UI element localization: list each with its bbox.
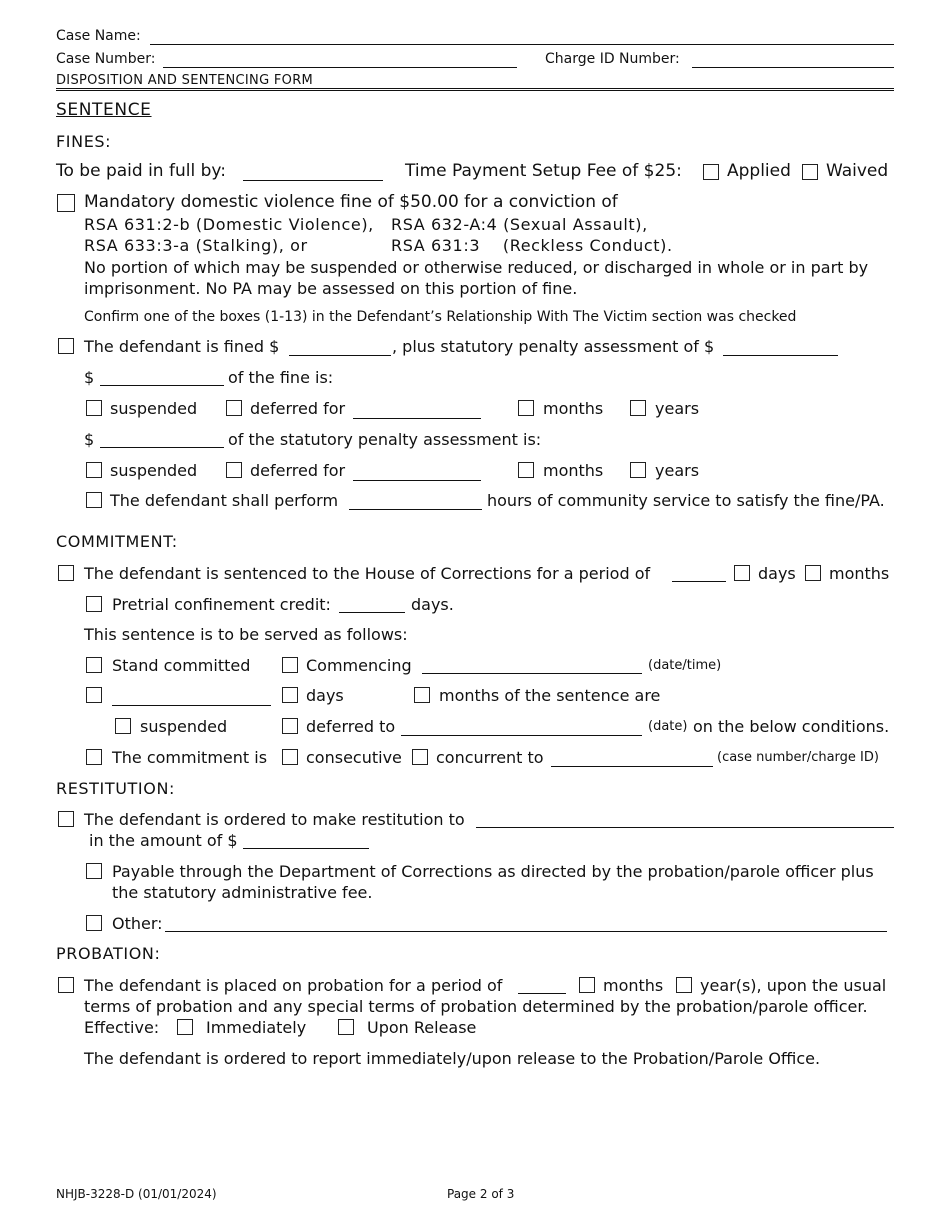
other-checkbox[interactable] [86,915,102,931]
report-text: The defendant is ordered to report immediately/upon release to the Probation/Parole Office. [84,1049,821,1068]
portion-months-label: months of the sentence are [439,686,661,705]
commencing-checkbox[interactable] [282,657,298,673]
portion-checkbox[interactable] [86,687,102,703]
probation-months-label: months [603,976,664,995]
fine-deferred-checkbox[interactable] [226,400,242,416]
probation-years-checkbox[interactable] [676,977,692,993]
portion-suspended-label: suspended [140,717,228,736]
page-number: Page 2 of 3 [447,1187,515,1201]
concurrent-label: concurrent to [436,748,544,767]
applied-checkbox[interactable] [703,164,719,180]
fine-suspended-label: suspended [110,399,198,418]
pretrial-checkbox[interactable] [86,596,102,612]
fine-deferred-field[interactable] [353,418,481,419]
case-name-label: Case Name: [56,28,141,44]
date-time-hint: (date/time) [648,658,722,673]
restitution-label: The defendant is ordered to make restitution to [84,810,465,829]
no-portion-line2: imprisonment. No PA may be assessed on this portion of fine. [84,279,578,298]
rsa-reckless: RSA 631:3 (Reckless Conduct). [391,236,673,255]
fine-amount-field[interactable] [289,355,391,356]
form-title: DISPOSITION AND SENTENCING FORM [56,73,314,88]
community-hours-field[interactable] [349,509,482,510]
probation-years-label: year(s), upon the usual [700,976,887,995]
case-number-label: Case Number: [56,51,156,67]
portion-deferred-label: deferred to [306,717,396,736]
commitment-heading: COMMITMENT: [56,532,178,551]
title-rule [56,88,894,89]
hoc-months-label: months [829,564,890,583]
restitution-payee-field[interactable] [476,827,894,828]
pa-years-label: years [655,461,700,480]
rsa-stalking: RSA 633:3-a (Stalking), or [84,236,308,255]
stand-committed-label: Stand committed [112,656,251,675]
hoc-label: The defendant is sentenced to the House of Corrections for a period of [84,564,651,583]
pa-portion-field[interactable] [100,447,224,448]
other-field[interactable] [165,931,887,932]
other-label: Other: [112,914,163,933]
dv-fine-text: Mandatory domestic violence fine of $50.00 for a conviction of [84,192,618,212]
case-name-field[interactable] [150,44,894,45]
probation-period-field[interactable] [518,993,566,994]
restitution-amount-field[interactable] [243,848,369,849]
case-number-field[interactable] [163,67,517,68]
sentence-heading: SENTENCE [56,100,152,120]
portion-deferred-checkbox[interactable] [282,718,298,734]
penalty-amount-field[interactable] [723,355,838,356]
concurrent-case-field[interactable] [551,766,713,767]
paid-in-full-label: To be paid in full by: [56,161,226,181]
fine-months-label: months [543,399,604,418]
served-as-label: This sentence is to be served as follows: [84,625,408,644]
pa-deferred-checkbox[interactable] [226,462,242,478]
immediately-label: Immediately [206,1018,307,1037]
pa-dollar: $ [84,430,95,449]
portion-amount-field[interactable] [112,705,271,706]
waived-label: Waived [826,161,889,181]
upon-release-label: Upon Release [367,1018,477,1037]
rsa-domestic-violence: RSA 631:2-b (Domestic Violence), [84,215,374,234]
consecutive-label: consecutive [306,748,402,767]
commitment-is-label: The commitment is [112,748,268,767]
paid-in-full-date-field[interactable] [243,180,383,181]
of-pa-label: of the statutory penalty assessment is: [228,430,542,449]
fine-months-checkbox[interactable] [518,400,534,416]
fined-label: The defendant is fined $ [84,337,280,356]
probation-terms-line: terms of probation and any special terms of probation determined by the probation/parole officer. [84,997,868,1016]
fine-suspended-checkbox[interactable] [86,400,102,416]
community-service-label: The defendant shall perform [110,491,339,510]
community-service-suffix: hours of community service to satisfy the fine/PA. [487,491,885,510]
portion-suspended-checkbox[interactable] [115,718,131,734]
payable-doc-checkbox[interactable] [86,863,102,879]
deferred-date-field[interactable] [401,735,642,736]
probation-checkbox[interactable] [58,977,74,993]
concurrent-checkbox[interactable] [412,749,428,765]
stand-committed-checkbox[interactable] [86,657,102,673]
dv-fine-checkbox[interactable] [57,194,75,212]
pa-months-label: months [543,461,604,480]
restitution-amount-label: in the amount of $ [89,831,238,850]
probation-heading: PROBATION: [56,944,161,963]
pa-suspended-checkbox[interactable] [86,462,102,478]
portion-days-checkbox[interactable] [282,687,298,703]
hoc-days-checkbox[interactable] [734,565,750,581]
time-payment-label: Time Payment Setup Fee of $25: [405,161,682,181]
applied-label: Applied [727,161,791,181]
fine-portion-field[interactable] [100,385,224,386]
below-conditions-label: on the below conditions. [693,717,890,736]
fine-deferred-label: deferred for [250,399,346,418]
fines-heading: FINES: [56,132,112,151]
form-id: NHJB-3228-D (01/01/2024) [56,1187,217,1201]
pa-years-checkbox[interactable] [630,462,646,478]
payable-doc-line2: the statutory administrative fee. [112,883,373,902]
effective-label: Effective: [84,1018,160,1037]
pretrial-days-field[interactable] [339,612,405,613]
pa-deferred-label: deferred for [250,461,346,480]
fined-checkbox[interactable] [58,338,74,354]
immediately-checkbox[interactable] [177,1019,193,1035]
pa-months-checkbox[interactable] [518,462,534,478]
penalty-label: , plus statutory penalty assessment of $ [392,337,715,356]
pa-deferred-field[interactable] [353,480,481,481]
portion-days-label: days [306,686,344,705]
date-hint: (date) [648,719,688,734]
title-rule-2 [56,90,894,91]
charge-id-field[interactable] [692,67,894,68]
commencing-date-field[interactable] [422,673,642,674]
commencing-label: Commencing [306,656,412,675]
consecutive-checkbox[interactable] [282,749,298,765]
hoc-period-field[interactable] [672,581,726,582]
hoc-checkbox[interactable] [58,565,74,581]
commitment-is-checkbox[interactable] [86,749,102,765]
no-portion-line1: No portion of which may be suspended or otherwise reduced, or discharged in whole or in part by [84,258,869,277]
hoc-days-label: days [758,564,796,583]
upon-release-checkbox[interactable] [338,1019,354,1035]
community-service-checkbox[interactable] [86,492,102,508]
of-fine-label: of the fine is: [228,368,334,387]
charge-id-label: Charge ID Number: [545,51,680,67]
restitution-heading: RESTITUTION: [56,779,176,798]
pa-suspended-label: suspended [110,461,198,480]
probation-months-checkbox[interactable] [579,977,595,993]
rsa-sexual-assault: RSA 632-A:4 (Sexual Assault), [391,215,648,234]
confirm-note: Confirm one of the boxes (1-13) in the Defendant’s Relationship With The Victim section was checked [84,309,797,325]
pretrial-days-label: days. [411,595,454,614]
fine-years-checkbox[interactable] [630,400,646,416]
payable-doc-line1: Payable through the Department of Corrections as directed by the probation/parole officer plus [112,862,874,881]
pretrial-label: Pretrial confinement credit: [112,595,331,614]
hoc-months-checkbox[interactable] [805,565,821,581]
fine-years-label: years [655,399,700,418]
portion-months-checkbox[interactable] [414,687,430,703]
restitution-checkbox[interactable] [58,811,74,827]
fine-dollar: $ [84,368,95,387]
waived-checkbox[interactable] [802,164,818,180]
case-number-hint: (case number/charge ID) [717,750,879,765]
probation-label: The defendant is placed on probation for a period of [84,976,503,995]
